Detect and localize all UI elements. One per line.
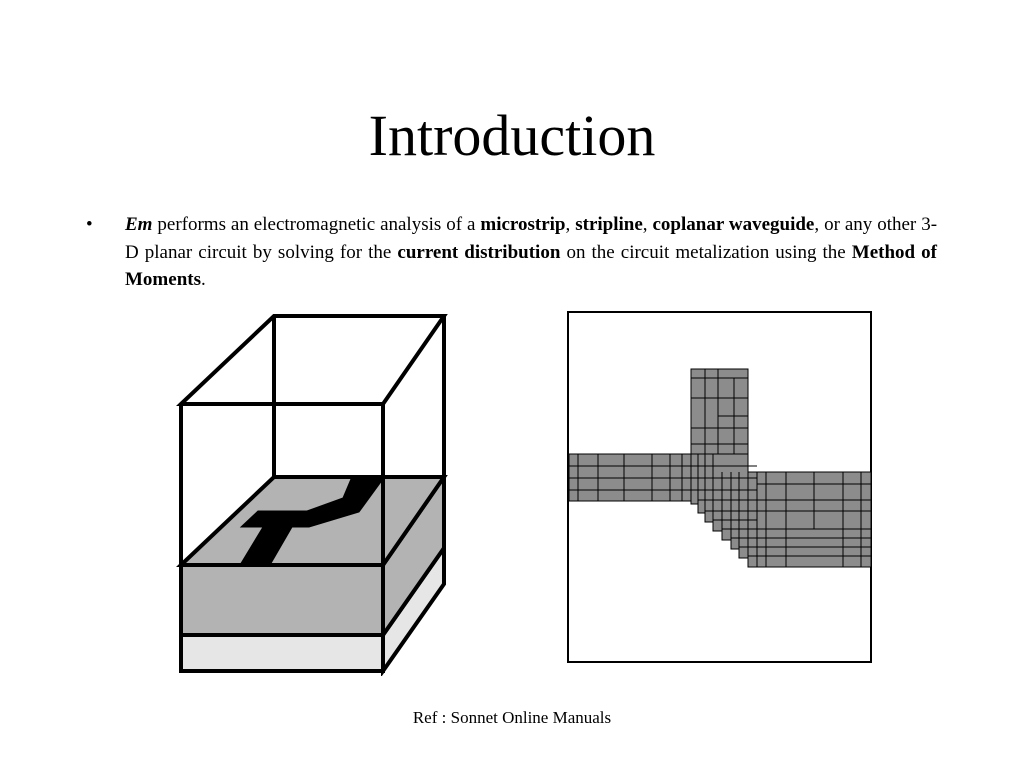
substrate-front — [181, 565, 383, 635]
box-3d-figure — [176, 308, 456, 676]
box-top-face — [181, 316, 444, 404]
reference-note: Ref : Sonnet Online Manuals — [412, 708, 612, 727]
bullet-text — [125, 211, 937, 294]
em-term: Em — [125, 214, 153, 235]
bullet-text-part-2: , or any other 3-D planar circuit by solving for the — [125, 214, 938, 263]
slide-title: Introduction — [368, 103, 656, 168]
bullet-marker: • — [86, 214, 93, 235]
term-microstrip: microstrip — [480, 214, 566, 235]
bullet-text-part-3: on the circuit metalization using the — [560, 241, 852, 263]
bullet-end-period: . — [200, 269, 206, 290]
separator-comma-1: , — [565, 214, 576, 235]
term-stripline: stripline — [575, 214, 643, 235]
separator-comma-2: , — [642, 214, 653, 235]
bullet-text-part-1: performs an electromagnetic analysis of a — [152, 214, 481, 235]
mesh-figure — [566, 310, 873, 664]
ground-layer-front — [181, 635, 383, 671]
term-method-of-moments: Method of Moments — [125, 241, 938, 290]
term-coplanar-waveguide: coplanar waveguide — [652, 214, 815, 235]
term-current-distribution: current distribution — [397, 241, 561, 263]
